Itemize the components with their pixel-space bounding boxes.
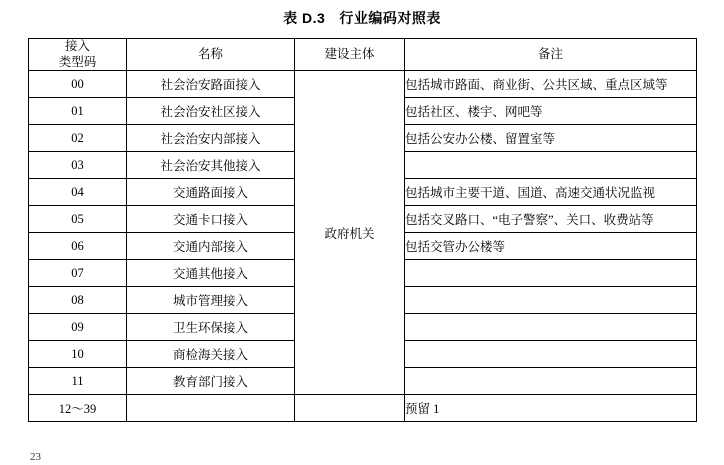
cell-code: 09 xyxy=(29,314,127,341)
cell-remark xyxy=(405,152,697,179)
cell-code: 10 xyxy=(29,341,127,368)
cell-remark xyxy=(405,314,697,341)
cell-code: 06 xyxy=(29,233,127,260)
cell-remark: 包括交叉路口、“电子警察”、关口、收费站等 xyxy=(405,206,697,233)
cell-code: 02 xyxy=(29,125,127,152)
column-header-code xyxy=(29,39,127,71)
cell-remark: 预留 1 xyxy=(405,395,697,422)
cell-remark: 包括公安办公楼、留置室等 xyxy=(405,125,697,152)
table-header-row xyxy=(29,39,697,71)
cell-name: 交通路面接入 xyxy=(127,179,295,206)
cell-entity xyxy=(295,395,405,422)
cell-code: 12～39 xyxy=(29,395,127,422)
cell-remark: 包括城市主要干道、国道、高速交通状况监视 xyxy=(405,179,697,206)
cell-code: 11 xyxy=(29,368,127,395)
cell-name: 交通其他接入 xyxy=(127,260,295,287)
cell-code: 08 xyxy=(29,287,127,314)
cell-name: 教育部门接入 xyxy=(127,368,295,395)
table-body xyxy=(29,71,697,422)
cell-remark: 包括交管办公楼等 xyxy=(405,233,697,260)
cell-code: 04 xyxy=(29,179,127,206)
cell-code: 05 xyxy=(29,206,127,233)
cell-remark: 包括社区、楼宇、网吧等 xyxy=(405,98,697,125)
cell-name: 卫生环保接入 xyxy=(127,314,295,341)
table-row xyxy=(29,71,697,98)
cell-name: 交通内部接入 xyxy=(127,233,295,260)
column-header-name: 名称 xyxy=(127,39,295,71)
cell-name: 社会治安社区接入 xyxy=(127,98,295,125)
table-caption xyxy=(0,0,724,38)
cell-remark xyxy=(405,287,697,314)
column-header-remark: 备注 xyxy=(405,39,697,71)
cell-name: 城市管理接入 xyxy=(127,287,295,314)
cell-code: 01 xyxy=(29,98,127,125)
cell-entity-merged: 政府机关 xyxy=(295,71,405,395)
cell-name: 社会治安内部接入 xyxy=(127,125,295,152)
column-header-entity: 建设主体 xyxy=(295,39,405,71)
cell-name xyxy=(127,395,295,422)
cell-remark xyxy=(405,341,697,368)
column-header-code-line1: 接入 xyxy=(64,39,90,53)
cell-remark: 包括城市路面、商业街、公共区域、重点区域等 xyxy=(405,71,697,98)
table-row xyxy=(29,395,697,422)
cell-name: 社会治安其他接入 xyxy=(127,152,295,179)
page-number: 23 xyxy=(30,451,41,463)
cell-name: 商检海关接入 xyxy=(127,341,295,368)
cell-code: 00 xyxy=(29,71,127,98)
industry-code-table xyxy=(28,38,697,422)
column-header-code-line2: 类型码 xyxy=(58,54,97,69)
cell-remark xyxy=(405,368,697,395)
cell-code: 07 xyxy=(29,260,127,287)
table-caption-number: 表 D.3 xyxy=(283,10,326,26)
cell-name: 社会治安路面接入 xyxy=(127,71,295,98)
table-container xyxy=(28,38,696,422)
cell-code: 03 xyxy=(29,152,127,179)
table-header xyxy=(29,39,697,71)
cell-name: 交通卡口接入 xyxy=(127,206,295,233)
cell-remark xyxy=(405,260,697,287)
table-caption-title: 行业编码对照表 xyxy=(339,10,441,26)
